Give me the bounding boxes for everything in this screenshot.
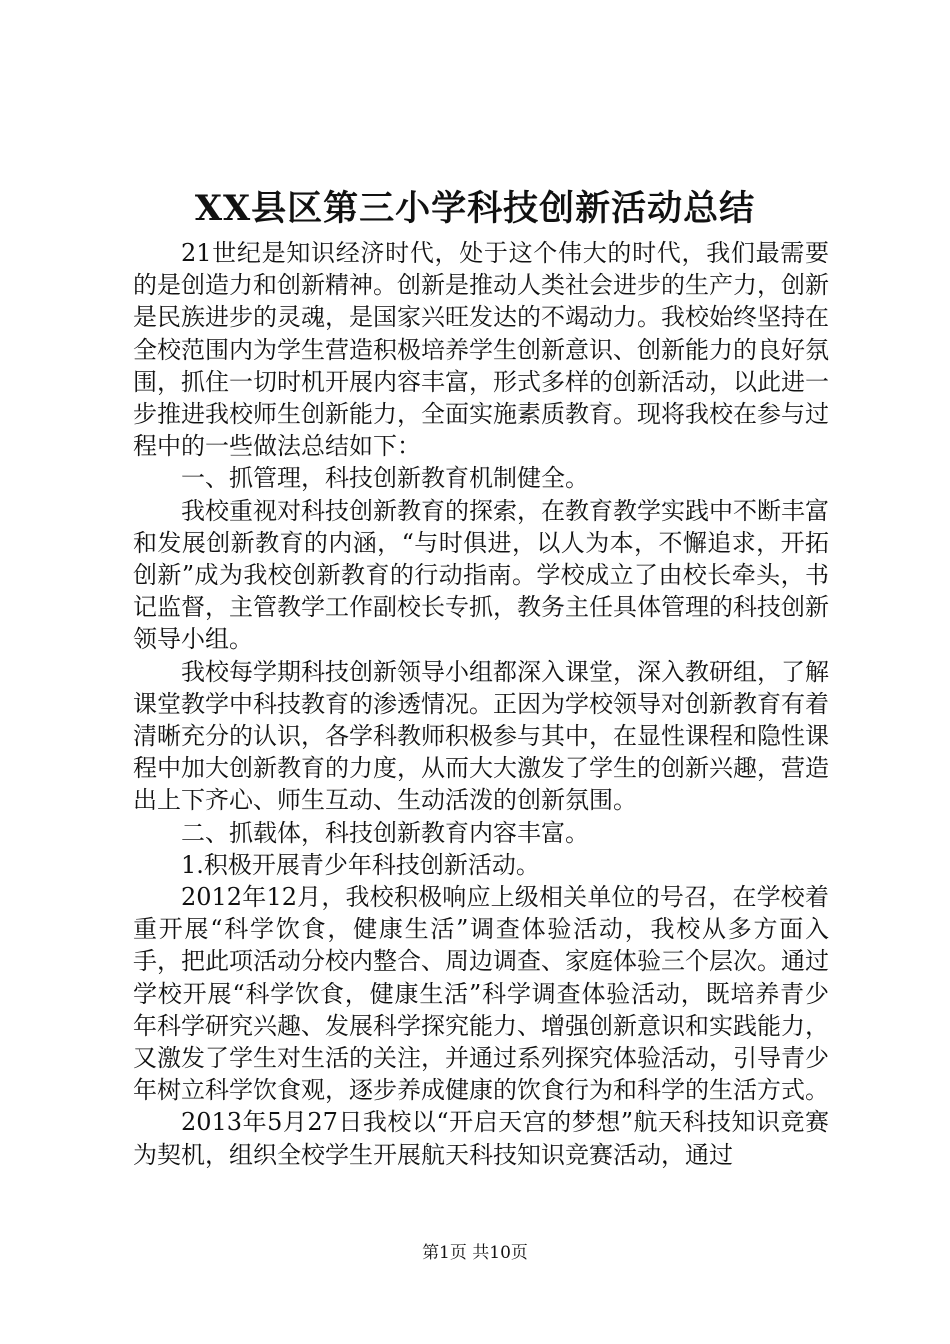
document-body (133, 237, 829, 1171)
paragraph-2013-activity: 2013年5月27日我校以“开启天宫的梦想”航天科技知识竞赛为契机，组织全校学生开展航天科技知识竞赛活动，通过 (133, 1108, 829, 1169)
document-title: XX县区第三小学科技创新活动总结 (194, 188, 756, 229)
section-heading-1: 一、抓管理，科技创新教育机制健全。 (181, 464, 589, 493)
paragraph-2012-activity: 2012年12月，我校积极响应上级相关单位的号召，在学校着重开展“科学饮食，健康生活”调查体验活动，我校从多方面入手，把此项活动分校内整合、周边调查、家庭体验三个层次。通过学校开展“科学饮食，健康生活”科学调查体验活动，既培养青少年科学研究兴趣、发展科学探究能力、增强创新意识和实践能力，又激发了学生对生活的关注，并通过系列探究体验活动，引导青少年树立科学饮食观，逐步养成健康的饮食行为和科学的生活方式。 (133, 883, 829, 1105)
paragraph-leadership: 我校每学期科技创新领导小组都深入课堂，深入教研组，了解课堂教学中科技教育的渗透情况。正因为学校领导对创新教育有着清晰充分的认识，各学科教师积极参与其中，在显性课程和隐性课程中加大创新教育的力度，从而大大激发了学生的创新兴趣，营造出上下齐心、师生互动、生动活泼的创新氛围。 (133, 657, 829, 815)
section-heading-2: 二、抓载体，科技创新教育内容丰富。 (181, 818, 589, 847)
page-footer: 第1页 共10页 (422, 1243, 528, 1263)
paragraph-intro: 21世纪是知识经济时代，处于这个伟大的时代，我们最需要的是创造力和创新精神。创新是推动人类社会进步的生产力，创新是民族进步的灵魂，是国家兴旺发达的不竭动力。我校始终坚持在全校范围内为学生营造积极培养学生创新意识、创新能力的良好氛围，抓住一切时机开展内容丰富，形式多样的创新活动，以此进一步推进我校师生创新能力，全面实施素质教育。现将我校在参与过程中的一些做法总结如下： (133, 239, 829, 461)
subsection-heading-1: 1.积极开展青少年科技创新活动。 (181, 850, 540, 879)
paragraph-management: 我校重视对科技创新教育的探索，在教育教学实践中不断丰富和发展创新教育的内涵，“与时俱进，以人为本，不懈追求，开拓创新”成为我校创新教育的行动指南。学校成立了由校长牵头，书记监督，主管教学工作副校长专抓，教务主任具体管理的科技创新领导小组。 (133, 496, 829, 654)
